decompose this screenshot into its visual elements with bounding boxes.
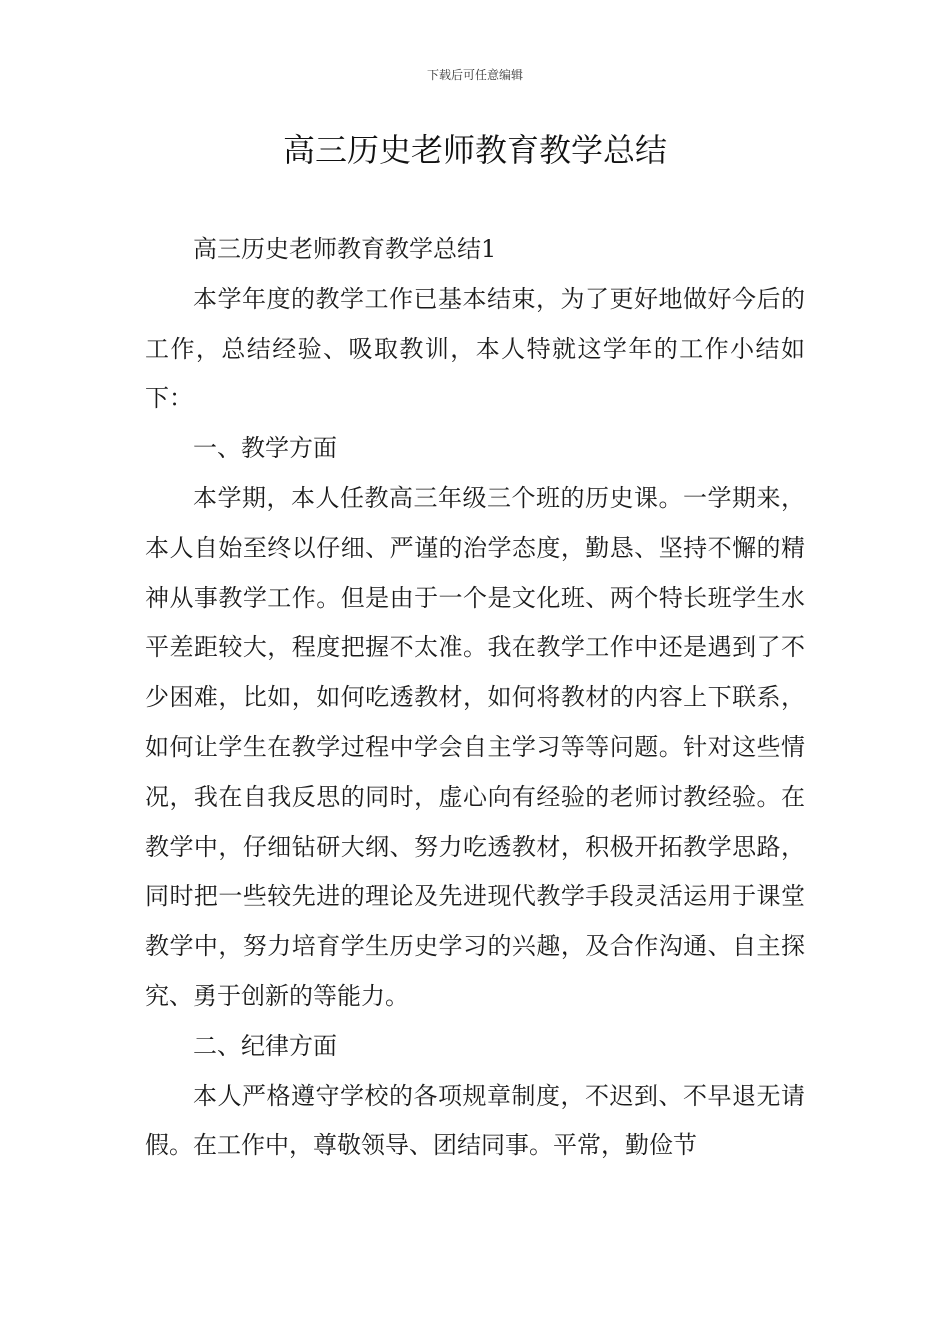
section-heading: 二、纪律方面 (193, 1031, 337, 1060)
header-note: 下载后可任意编辑 (426, 68, 523, 82)
body-paragraph: 本学年度的教学工作已基本结束，为了更好地做好今后的工作，总结经验、吸取教训，本人特就这学年的工作小结如下： (145, 284, 805, 413)
body-paragraph: 本学期，本人任教高三年级三个班的历史课。一学期来，本人自始至终以仔细、严谨的治学态度，勤恳、坚持不懈的精神从事教学工作。但是由于一个是文化班、两个特长班学生水平差距较大，程度把握不太准。我在教学工作中还是遇到了不少困难，比如，如何吃透教材，如何将教材的内容上下联系，如何让学生在教学过程中学会自主学习等等问题。针对这些情况，我在自我反思的同时，虚心向有经验的老师讨教经验。在教学中，仔细钻研大纲、努力吃透教材，积极开拓教学思路，同时把一些较先进的理论及先进现代教学手段灵活运用于课堂教学中，努力培育学生历史学习的兴趣，及合作沟通、自主探究、勇于创新的等能力。 (145, 483, 805, 1010)
document-title: 高三历史老师教育教学总结 (282, 131, 667, 169)
body-paragraph: 本人严格遵守学校的各项规章制度，不迟到、不早退无请假。在工作中，尊敬领导、团结同事。平常，勤俭节 (145, 1081, 805, 1160)
document-body (145, 225, 805, 1171)
section-heading: 高三历史老师教育教学总结1 (193, 235, 497, 263)
section-heading: 一、教学方面 (193, 434, 337, 463)
